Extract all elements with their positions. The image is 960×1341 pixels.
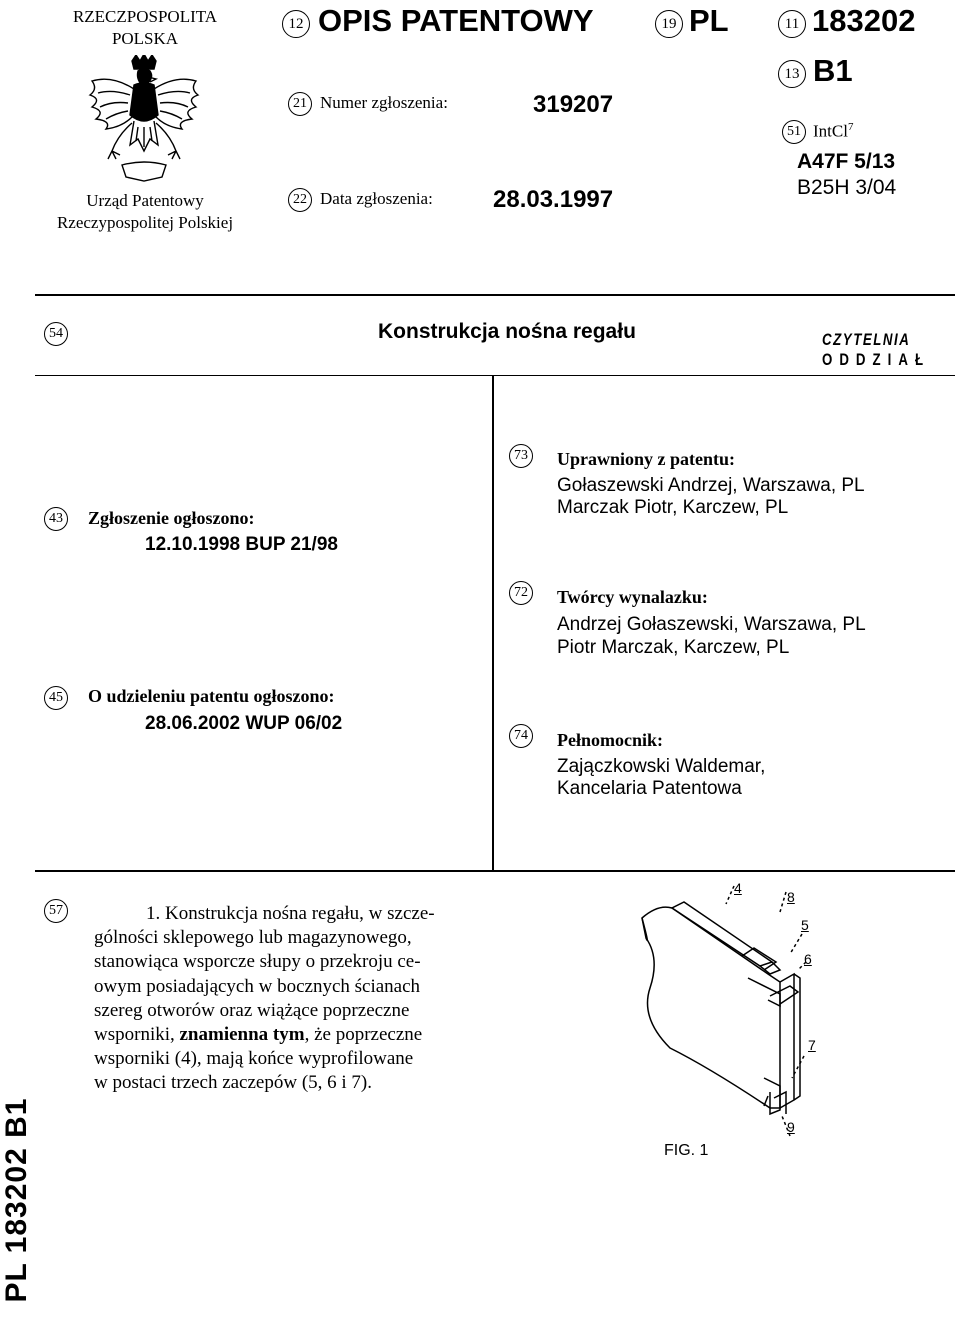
inid-code-54: 54 — [44, 322, 68, 346]
inid-code-21: 21 — [288, 92, 312, 116]
published-label: Zgłoszenie ogłoszono: — [88, 508, 255, 528]
office-line1: Urząd Patentowy — [86, 191, 204, 210]
reference-9: 9 — [787, 1119, 795, 1135]
inid-code-19: 19 — [655, 10, 683, 38]
figure-caption: FIG. 1 — [664, 1142, 709, 1159]
granted-value: 28.06.2002 WUP 06/02 — [145, 713, 343, 734]
inventors-line1: Andrzej Gołaszewski, Warszawa, PL — [557, 614, 866, 635]
country-name — [40, 6, 250, 50]
claim-line: 1. Konstrukcja nośna regału, w szcze- — [146, 903, 435, 924]
inid-code-22: 22 — [288, 188, 312, 212]
reference-8: 8 — [787, 889, 795, 905]
attorney-line2: Kancelaria Patentowa — [557, 778, 742, 799]
filing-date-label: Data zgłoszenia: — [320, 189, 433, 208]
holder-label: Uprawniony z patentu: — [557, 449, 736, 469]
reference-5: 5 — [801, 917, 809, 933]
reference-6: 6 — [804, 951, 812, 967]
claim-fragment: , że poprzeczne — [304, 1024, 423, 1046]
inventors-line2: Piotr Marczak, Karczew, PL — [557, 637, 790, 658]
country-line2: POLSKA — [111, 29, 179, 48]
application-number: 319207 — [533, 91, 614, 118]
inid-code-51: 51 — [782, 120, 806, 144]
claim-characterising-phrase: znamienna tym — [179, 1024, 305, 1046]
claim-line: w postaci trzech zaczepów (5, 6 i 7). — [94, 1072, 373, 1094]
claim-text — [94, 902, 504, 1096]
inid-code-45: 45 — [44, 686, 68, 710]
stamp-line1: CZYTELNIA — [822, 330, 911, 349]
kind-code: B1 — [813, 53, 853, 88]
inid-code-13: 13 — [778, 60, 806, 88]
rule-title — [35, 375, 955, 376]
inid-code-74: 74 — [509, 724, 533, 748]
column-divider — [492, 376, 494, 870]
invention-title: Konstrukcja nośna regału — [378, 320, 636, 343]
claim-line: szereg otworów oraz wiążące poprzeczne — [94, 999, 410, 1021]
reference-4: 4 — [734, 880, 742, 896]
intcl-text: IntCl — [813, 121, 848, 141]
granted-label: O udzieleniu patentu ogłoszono: — [88, 686, 335, 706]
country-code: PL — [689, 3, 729, 38]
application-number-label: Numer zgłoszenia: — [320, 93, 448, 112]
intcl-edition: 7 — [847, 121, 854, 133]
claim-line — [94, 1023, 504, 1047]
intcl-label — [813, 121, 853, 142]
country-line1: RZECZPOSPOLITA — [72, 7, 218, 26]
claim-line: gólności sklepowego lub magazynowego, — [94, 927, 412, 949]
inid-code-11: 11 — [778, 10, 806, 38]
holder-line2: Marczak Piotr, Karczew, PL — [557, 497, 789, 518]
ipc-class-2: B25H 3/04 — [797, 176, 897, 199]
claim-line: owym posiadających w bocznych ścianach — [94, 975, 421, 997]
published-value: 12.10.1998 BUP 21/98 — [145, 534, 338, 555]
inid-code-72: 72 — [509, 581, 533, 605]
polish-eagle-emblem-icon — [82, 55, 206, 183]
side-document-label: PL 183202 B1 — [0, 1097, 33, 1303]
claim-fragment: wsporniki, — [94, 1024, 180, 1046]
inid-code-43: 43 — [44, 507, 68, 531]
office-name — [30, 190, 260, 234]
inid-code-73: 73 — [509, 444, 533, 468]
reference-7: 7 — [808, 1037, 816, 1053]
rule-top — [35, 294, 955, 296]
inid-code-12: 12 — [282, 10, 310, 38]
claim-line: stanowiąca wsporcze słupy o przekroju ce- — [94, 951, 421, 973]
inid-code-57: 57 — [44, 899, 68, 923]
attorney-label: Pełnomocnik: — [557, 730, 663, 750]
inventors-label: Twórcy wynalazku: — [557, 587, 708, 607]
ipc-class-1: A47F 5/13 — [797, 150, 896, 173]
stamp-line2: ODDZIAŁ — [822, 350, 931, 369]
rule-bottom — [35, 870, 955, 872]
patent-number: 183202 — [812, 3, 916, 38]
claim-line: wsporniki (4), mają końce wyprofilowane — [94, 1048, 414, 1070]
filing-date: 28.03.1997 — [493, 186, 614, 213]
attorney-line1: Zajączkowski Waldemar, — [557, 756, 766, 777]
office-line2: Rzeczypospolitej Polskiej — [56, 213, 234, 232]
document-type: OPIS PATENTOWY — [318, 3, 594, 38]
library-stamp — [822, 330, 931, 370]
holder-line1: Gołaszewski Andrzej, Warszawa, PL — [557, 475, 865, 496]
